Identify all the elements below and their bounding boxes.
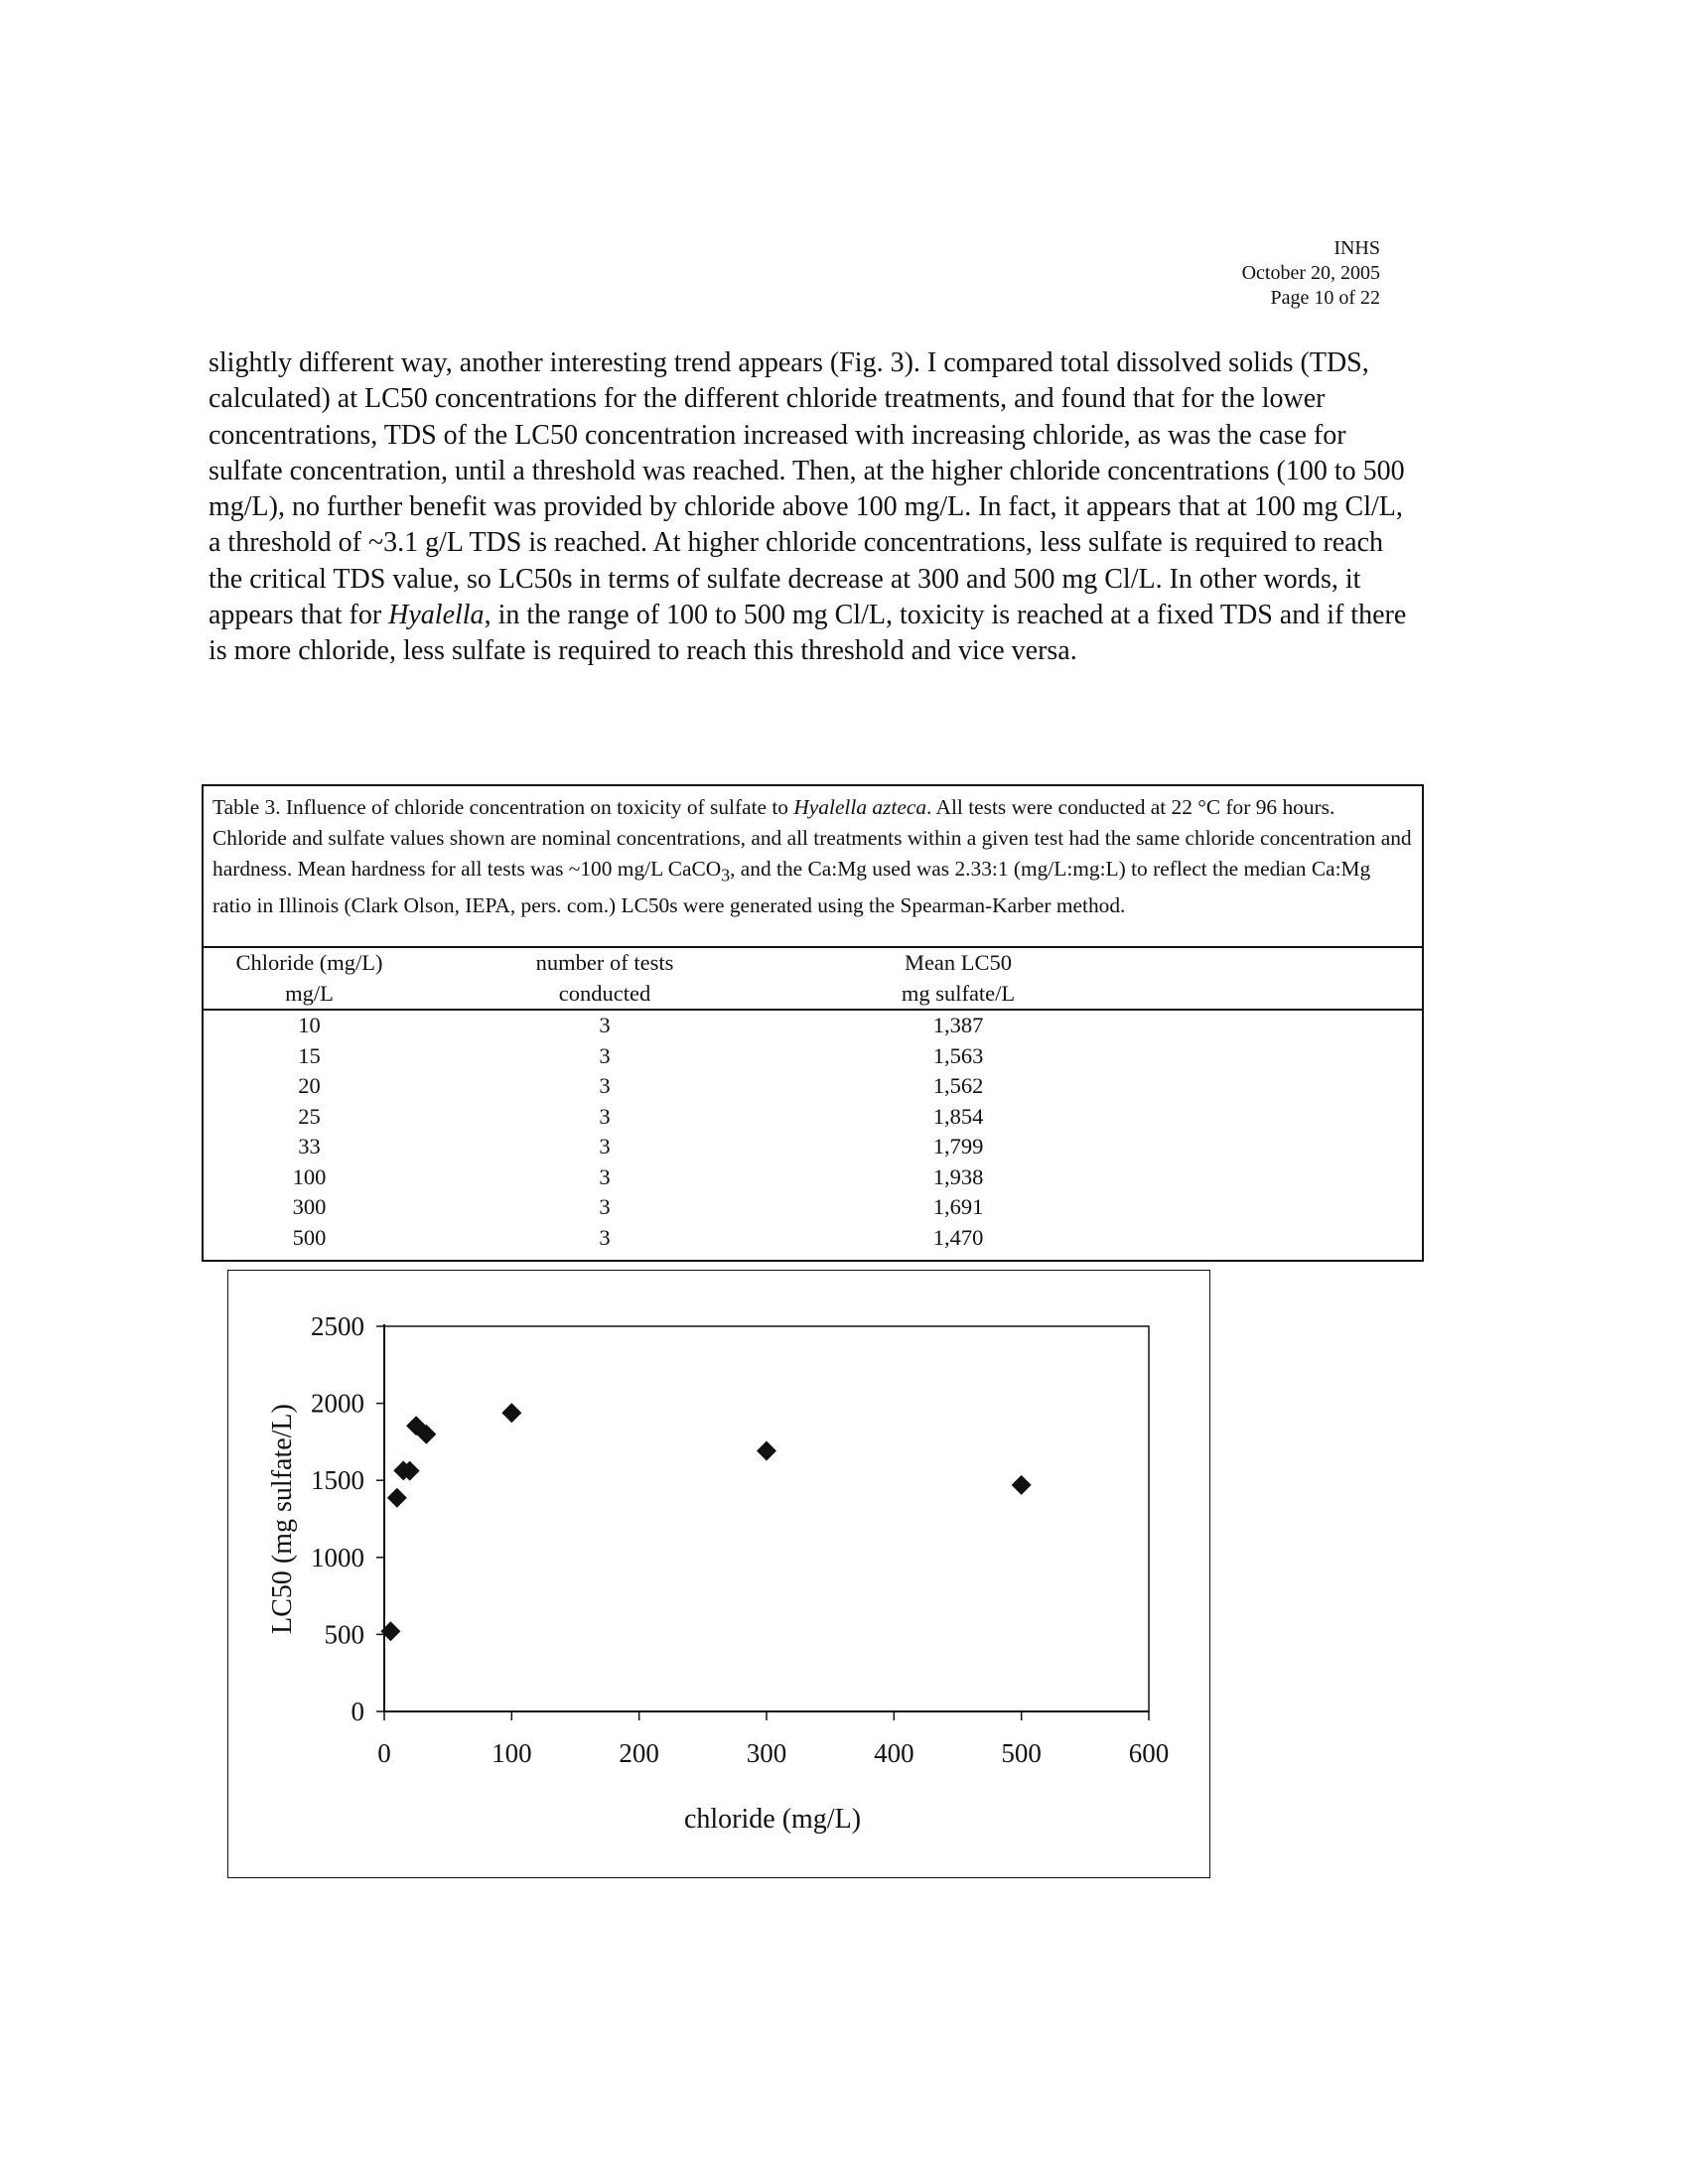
x-tick-label: 600	[1128, 1738, 1170, 1768]
data-point	[757, 1441, 776, 1461]
cell-lc50: 1,563	[932, 1042, 984, 1068]
cell-lc50: 1,387	[932, 1013, 984, 1037]
cell-tests: 3	[599, 1042, 611, 1068]
x-axis-label: chloride (mg/L)	[683, 1804, 862, 1835]
cell-tests: 3	[599, 1013, 611, 1037]
y-tick-label: 500	[324, 1619, 364, 1650]
caption-italic-species: Hyalella azteca	[793, 795, 927, 819]
scatter-chart	[228, 1271, 1209, 1877]
header-page-number: Page 10 of 22	[1270, 287, 1380, 309]
table-3	[202, 784, 1424, 1262]
cell-lc50: 1,470	[932, 1224, 984, 1250]
y-tick-label: 0	[351, 1697, 364, 1726]
cell-tests: 3	[599, 1134, 611, 1159]
y-tick-label: 2000	[311, 1388, 364, 1419]
cell-tests: 3	[599, 1073, 611, 1098]
cell-tests: 3	[599, 1103, 611, 1129]
cell-chloride: 15	[298, 1042, 321, 1068]
cell-tests: 3	[599, 1194, 611, 1219]
x-tick-label: 300	[746, 1738, 787, 1768]
table-row	[204, 1192, 1422, 1223]
table-row	[204, 1071, 1422, 1102]
cell-lc50: 1,562	[932, 1073, 984, 1098]
y-tick-label: 2500	[311, 1311, 364, 1341]
data-point	[1012, 1475, 1032, 1495]
y-tick-label: 1500	[311, 1465, 364, 1496]
header-date: October 20, 2005	[1241, 262, 1380, 284]
table-row	[204, 1102, 1422, 1133]
x-tick-label: 500	[1001, 1738, 1042, 1768]
cell-chloride: 10	[298, 1013, 321, 1037]
figure-3-chart	[227, 1270, 1210, 1878]
data-point	[501, 1403, 521, 1423]
cell-chloride: 20	[298, 1073, 321, 1098]
cell-chloride: 500	[292, 1224, 327, 1250]
caption-part-c: , and the Ca:Mg used was 2.33:1 (mg/L:mg:L) to reflect the median Ca:Mg ratio in Illinois (Clark Olson, IEPA, pers. com.) LC50s were generated using the Spearman-Karber method.	[212, 857, 1371, 918]
cell-chloride: 100	[292, 1163, 327, 1189]
table-row	[204, 1010, 1422, 1041]
table-header-row	[204, 948, 1422, 1010]
header-chloride: Chloride (mg/L) mg/L	[204, 948, 415, 1010]
page-header	[1242, 236, 1380, 311]
paragraph-part-2: , in the range of 100 to 500 mg Cl/L, toxicity is reached at a fixed TDS and if there is more chloride, less sulfate is required to reach this threshold and vice versa.	[209, 600, 1407, 667]
caption-subscript: 3	[721, 865, 731, 886]
x-tick-label: 200	[619, 1738, 659, 1768]
paragraph-part-1: slightly different way, another interesting trend appears (Fig. 3). I compared total dissolved solids (TDS, calculated) at LC50 concentrations for the different chloride treatments, and found that for the lower concentrations, TDS of the LC50 concentration increased with increasing chloride, as was the case for sulfate concentration, until a threshold was reached. Then, at the higher chloride concentrations (100 to 500 mg/L), no further benefit was provided by chloride above 100 mg/L. In fact, it appears that at 100 mg Cl/L, a threshold of ~3.1 g/L TDS is reached. At higher chloride concentrations, less sulfate is required to reach the critical TDS value, so LC50s in terms of sulfate decrease at 300 and 500 mg Cl/L. In other words, it appears that for	[209, 347, 1405, 631]
caption-part-a: Table 3. Influence of chloride concentration on toxicity of sulfate to	[212, 795, 794, 819]
table-body	[204, 1010, 1422, 1253]
cell-tests: 3	[599, 1163, 611, 1189]
y-axis-label: LC50 (mg sulfate/L)	[267, 1404, 298, 1634]
x-tick-label: 0	[377, 1738, 391, 1768]
table-row	[204, 1041, 1422, 1072]
caption-part-b: . All tests were conducted at 22 °C for 96 hours. Chloride and sulfate values shown are nominal concentrations, and all treatments within a given test had the same chloride concentration and hardness. Mean hardness for all tests was ~100 mg/L CaCO	[212, 795, 1412, 881]
x-tick-label: 400	[874, 1738, 914, 1768]
x-tick-label: 100	[491, 1738, 532, 1768]
cell-lc50: 1,691	[932, 1194, 984, 1219]
table-caption	[204, 786, 1422, 948]
header-org: INHS	[1333, 237, 1380, 259]
cell-tests: 3	[599, 1224, 611, 1250]
body-paragraph	[209, 345, 1420, 670]
cell-chloride: 300	[292, 1194, 327, 1219]
cell-chloride: 33	[298, 1134, 321, 1159]
cell-lc50: 1,938	[932, 1163, 984, 1189]
paragraph-text	[209, 345, 1420, 670]
cell-lc50: 1,854	[932, 1103, 984, 1129]
cell-lc50: 1,799	[932, 1134, 984, 1159]
table-row	[204, 1162, 1422, 1193]
y-tick-label: 1000	[311, 1542, 364, 1572]
header-number-of-tests: number of tests conducted	[415, 948, 794, 1010]
data-table	[204, 948, 1422, 1253]
table-row	[204, 1132, 1422, 1162]
table-row	[204, 1223, 1422, 1254]
paragraph-italic-species: Hyalella	[388, 600, 485, 631]
data-point	[387, 1488, 407, 1508]
cell-chloride: 25	[298, 1103, 321, 1129]
header-mean-lc50: Mean LC50 mg sulfate/L	[794, 948, 1122, 1010]
plot-area	[384, 1326, 1149, 1711]
